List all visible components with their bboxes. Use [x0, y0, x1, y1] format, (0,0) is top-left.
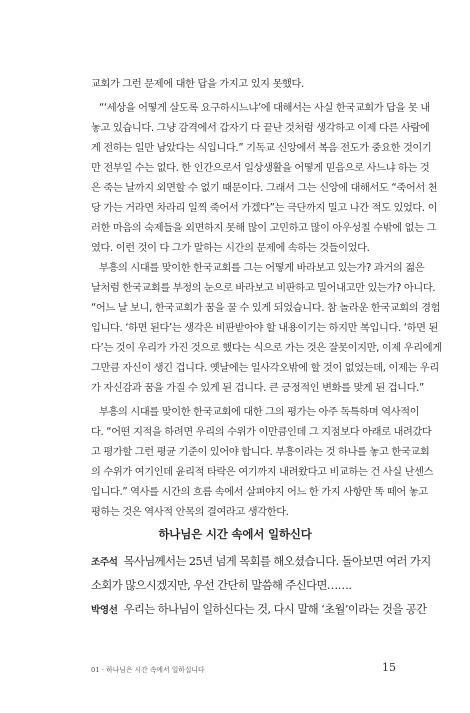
dialogue-text: 목사님께서는 25년 넘게 목회를 해오셨습니다. 돌아보면 여러 가지: [123, 555, 431, 568]
body-line: “어느 날 보니, 한국교회가 꿈을 꿀 수 있게 되었습니다. 참 놀라운 한국교회의 경험: [91, 303, 441, 314]
body-line: 러한 마음의 숙제들을 외면하지 못해 많이 고민하고 많이 아우성칠 수밖에 없는 그: [91, 223, 436, 234]
body-line: “‘세상을 어떻게 살도록 요구하시느냐’에 대해서는 사실 한국교회가 답을 못 내: [99, 103, 430, 114]
body-line: 의 수위가 여기인데 윤리적 타락은 여기까지 내려왔다고 비교하는 건 사실 난센스: [91, 467, 434, 478]
body-line: 였다. 이런 것이 다 그가 말하는 시간의 문제에 속하는 것들이었다.: [91, 243, 370, 254]
body-line: 다’는 것이 우리가 가진 것으로 했다는 식으로 가는 것은 잘못이지만, 이제 우리에게: [91, 343, 442, 354]
body-line: 날처럼 한국교회를 부정의 눈으로 바라보고 비판하고 밀어내고만 있는가? 아니다.: [91, 283, 436, 294]
section-heading: 하나님은 시간 속에서 일하신다: [158, 527, 312, 541]
speaker-name: 조주석: [91, 557, 118, 568]
body-line: 입니다. ‘하면 된다’는 생각은 비판받아야 할 내용이기는 하지만 복입니다. ‘하면 된: [91, 323, 439, 334]
body-line: 놓고 있습니다. 그냥 감격에서 갑자기 다 끝난 것처럼 생각하고 이제 다른 사람에: [91, 123, 430, 134]
page-number: 15: [382, 661, 396, 674]
dialogue-line: [91, 578, 391, 594]
body-line: 당 가는 거라면 차라리 일찍 죽어서 가겠다”는 극단까지 밀고 나간 적도 있었다. 이: [91, 203, 438, 214]
body-line: 만 전부일 수는 없다. 한 인간으로서 일상생활을 어떻게 믿음으로 사느냐 하는 것: [91, 163, 430, 174]
body-line: 부흥의 시대를 맞이한 한국교회에 대한 그의 평가는 아주 독특하며 역사적이: [99, 407, 420, 418]
dialogue-line: [91, 602, 427, 619]
body-line: 그만큼 자신이 생긴 겁니다. 옛날에는 일사각오밖에 할 것이 없었는데, 이제는 우리: [91, 363, 439, 374]
dialogue-text: 우리는 하나님이 일하신다는 것, 다시 말해 ‘초월’이라는 것을 공간: [123, 603, 427, 616]
body-line: 가 자신감과 꿈을 가질 수 있게 된 겁니다. 큰 긍정적인 변화를 맞게 된 겁니다.”: [91, 383, 424, 394]
body-line: 게 전하는 일만 남았다는 식입니다.” 기독교 신앙에서 복음 전도가 중요한 것이기: [91, 143, 432, 154]
body-line: 교회가 그런 문제에 대한 답을 가지고 있지 못했다.: [91, 79, 304, 90]
body-line: 다. “어떤 지적을 하려면 우리의 수위가 이만큼인데 그 지점보다 아래로 내려갔다: [91, 427, 432, 438]
body-line: 입니다.” 역사를 시간의 흐름 속에서 살펴야지 어느 한 가지 사항만 똑 떼어 놓고: [91, 487, 428, 498]
body-line: 부흥의 시대를 맞이한 한국교회를 그는 어떻게 바라보고 있는가? 과거의 젊은: [99, 263, 425, 274]
running-title: 01 · 하나님은 시간 속에서 일하십니다: [91, 666, 205, 674]
body-line: 은 죽는 날까지 외면할 수 없기 때문이다. 그래서 그는 신앙에 대해서도 “죽어서 천: [91, 183, 438, 194]
dialogue-text: 소회가 많으시겠지만, 우선 간단히 말씀해 주신다면…….: [91, 579, 352, 592]
dialogue-line: [91, 554, 431, 571]
speaker-name: 박영선: [91, 605, 118, 616]
body-line: 고 평가할 그런 평균 기준이 있어야 합니다. 부흥이라는 것 하나를 놓고 한국교회: [91, 447, 430, 458]
body-line: 평하는 것은 역사적 안목의 결여라고 생각한다.: [91, 507, 289, 518]
